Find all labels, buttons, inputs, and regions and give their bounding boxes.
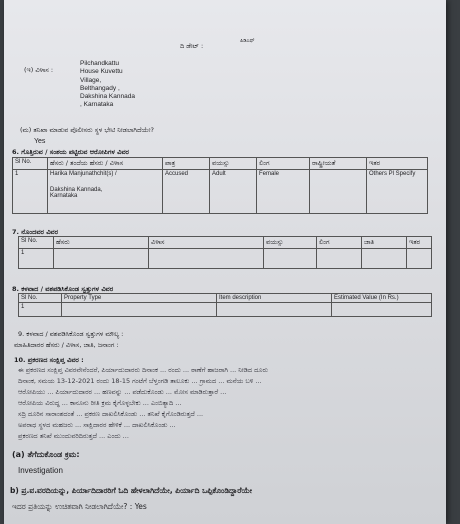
accused-table-title: 6. ಗೊತ್ತಿರುವ / ಸಂಶಯ ಪಟ್ಟಿರುವ ಆರೋಪಿಗಳ ವಿವರ: [12, 148, 129, 156]
accused-name-cell: Harika Manjunathchit(s) / Dakshina Kannada, Karnataka: [48, 170, 163, 214]
col-other: ಇತರ: [367, 158, 428, 170]
table-row: 1 Harika Manjunathchit(s) / Dakshina Kannada, Karnataka Accused Adult Female Others Pl Specify: [13, 170, 428, 214]
narrative-line: ಆರೋಪಿಯ ವಿರುದ್ಧ ... ಕಾನೂನು ರೀತಿ ಕ್ರಮ ಕೈಗೊಳ್ಳಬೇಕು ... ಎಂಬಿತ್ಯಾದಿ ...: [18, 399, 182, 407]
narrative-line: ಪ್ರಕರಣದ ತನಿಖೆ ಮುಂದುವರಿದಿರುತ್ತದೆ ... ಎಂದು ...: [18, 432, 129, 440]
narrative-line: ಈ ಪ್ರಕರಣದ ಸಂಕ್ಷಿಪ್ತ ವಿವರವೇನೆಂದರೆ, ಪಿರ್ಯಾದುದಾರರು ದಿನಾಂಕ ... ರಂದು ... ಠಾಣೆಗೆ ಹಾಜರಾಗಿ ... ನೀಡಿದ ದೂರು: [18, 366, 268, 374]
col-age: ವಯಸ್ಸು: [210, 158, 257, 170]
col-role: ಪಾತ್ರ: [163, 158, 210, 170]
inspection-answer: Yes: [34, 138, 46, 145]
section9-label: 9. ಕಳವಾದ / ವಶಪಡಿಸಿಕೊಂಡ ಸ್ವತ್ತುಗಳ ಮೌಲ್ಯ :: [18, 330, 124, 338]
section-b-question: ಇದರ ಪ್ರತಿಯನ್ನು ಉಚಿತವಾಗಿ ನೀಡಲಾಗಿದೆಯೇ? : Yes: [12, 502, 147, 511]
address-lines: Pilchandkattu House Kuvettu Village, Belthangady , Dakshina Kannada , Karnataka: [80, 60, 135, 109]
narrative-line: ಆರೋಪಿಯು ... ಪಿರ್ಯಾದುದಾರರ ... ಹಣವನ್ನು ... ಪಡೆದುಕೊಂಡು ... ಮೋಸ ಮಾಡಿರುತ್ತಾರೆ ...: [18, 388, 227, 396]
document-page: [4, 0, 446, 524]
section-b-label: b) ಪ್ರ.ವ.ವರದಿಯನ್ನು, ಪಿರ್ಯಾದಿದಾರರಿಗೆ ಓದಿ ಹೇಳಲಾಗಿದೆಯೇ, ಪಿರ್ಯಾದಿ ಒಪ್ಪಿಕೊಂಡಿದ್ದಾರೆಯೇ: [10, 486, 252, 495]
corner-stamp: [381, 0, 446, 21]
narrative-line: ದಿನಾಂಕ, ಸಮಯ 13-12-2021 ರಂದು 18-15 ಗಂಟೆಗೆ ಬೆಳ್ತಂಗಡಿ ತಾಲೂಕು ... ಗ್ರಾಮದ ... ಮನೆಯ ಬಳಿ ...: [18, 377, 262, 385]
narrative-line: ಸದ್ರಿ ದೂರಿನ ಸಾರಾಂಶದಂತೆ ... ಪ್ರಕರಣ ದಾಖಲಿಸಿಕೊಂಡು ... ತನಿಖೆ ಕೈಗೊಂಡಿರುತ್ತದೆ ...: [18, 410, 204, 418]
accused-table: [12, 157, 428, 214]
table-row: 1: [19, 249, 432, 269]
victim-table: Sl No. ಹೆಸರು ವಿಳಾಸ ವಯಸ್ಸು ಲಿಂಗ ಜಾತಿ ಇತರ 1: [18, 236, 432, 269]
table-row: 1: [19, 303, 432, 317]
action-taken-value: Investigation: [18, 466, 63, 475]
address-label: (ಇ) ವಿಳಾಸ :: [24, 66, 54, 74]
col-nationality: ರಾಷ್ಟ್ರೀಯತೆ: [310, 158, 367, 170]
narrative-title: 10. ಪ್ರಕರಣದ ಸಂಕ್ಷಿಪ್ತ ವಿವರ :: [14, 356, 84, 364]
col-name: ಹೆಸರು / ತಂದೆಯ ಹೆಸರು / ವಿಳಾಸ: [48, 158, 163, 170]
victim-table-title: 7. ನೊಂದವರ ವಿವರ: [12, 228, 59, 236]
inspection-question: (ಮ) ತನಿಖಾ ಮಾಡುವ ಪೊಲೀಸರು ಸ್ಥಳ ಭೇಟಿ ನೀಡಲಾಗಿದೆಯೇ?: [20, 126, 154, 134]
section9-subline: ಮಾಹಿತಿದಾರರ ಹೆಸರು / ವಿಳಾಸ, ಜಾತಿ, ಜನಾಂಗ :: [14, 341, 119, 349]
property-table: Sl No. Property Type Item description Estimated Value (In Rs.) 1: [18, 293, 432, 317]
col-gender: ಲಿಂಗ: [257, 158, 310, 170]
date-value: ಪಿಡಿಎಫ್: [240, 38, 255, 44]
property-table-title: 8. ಕಳವಾದ / ವಶಪಡಿಸಿಕೊಂಡ ಸ್ವತ್ತುಗಳ ವಿವರ: [12, 285, 114, 293]
action-taken-label: (a) ತೆಗೆದುಕೊಂಡ ಕ್ರಮ:: [12, 450, 80, 459]
narrative-line: ಅಪರಾಧ ಸ್ಥಳದ ಮಹಜರು ... ಸಾಕ್ಷಿದಾರರ ಹೇಳಿಕೆ ... ದಾಖಲಿಸಿಕೊಂಡು ...: [18, 421, 176, 429]
col-sl: Sl No.: [13, 158, 48, 170]
date-label: ದಿ ಡೇಟ್ :: [180, 42, 204, 50]
